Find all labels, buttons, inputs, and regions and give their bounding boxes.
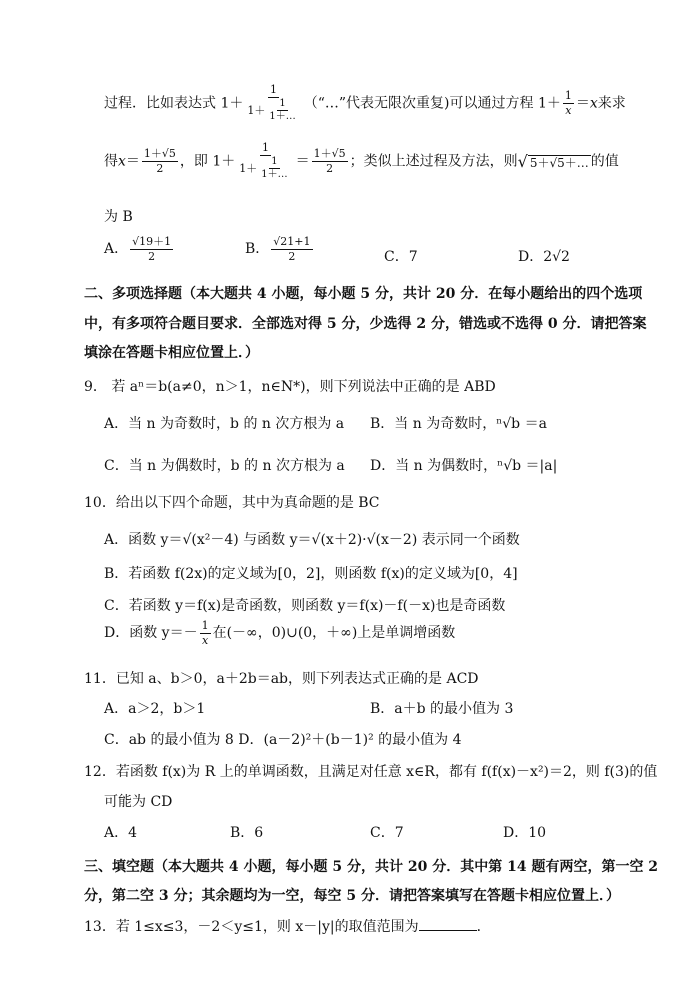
q10-stem: 10．给出以下四个命题，其中为真命题的是 BC [84,495,380,511]
q8-option-a: A． $\frac{√19+1}{2}$ [104,235,172,263]
section2-line-1: 二、多项选择题（本大题共 4 小题，每小题 5 分，共计 20 分．在每小题给出的四个选项 [84,286,643,302]
section2-line-3: 填涂在答题卡相应位置上．） [84,345,259,361]
q10-option-a: A．函数 y＝√(x²－4) 与函数 y＝√(x＋2)·√(x－2) 表示同一个函数 [104,532,520,548]
q12-stem: 12．若函数 f(x)为 R 上的单调函数，且满足对任意 x∈R，都有 f(f(x)－x²)＝2，则 f(3)的值 [84,764,658,780]
q12-option-d: D．10 [503,825,547,841]
solution-fraction-2: $\frac{1+√5}{2}$ [313,147,346,175]
q12-option-b: B．6 [230,825,264,841]
answer-blank [419,918,477,931]
continued-fraction: 1 1＋ $\frac{1}{1+\dots}$ [247,83,296,123]
q13-stem: 13．若 1≤x≤3，－2＜y≤1，则 x－|y|的取值范围为 ． [84,919,491,935]
q10-option-d: D．函数 y＝－ $\frac{1}{x}$ 在(－∞，0)∪(0，＋∞)上是单调增函数 [104,619,456,647]
q12-option-a: A．4 [104,825,138,841]
nested-radical: √ 5＋√5＋… [517,151,589,171]
q12-option-c: C．7 [370,825,404,841]
q10-option-c: C．若函数 y＝f(x)是奇函数，则函数 y＝f(x)－f(－x)也是奇函数 [104,598,506,614]
q9-option-d: D．当 n 为偶数时，ⁿ√b ＝|a| [370,458,558,474]
section3-line-1: 三、填空题（本大题共 4 小题，每小题 5 分，共计 20 分．其中第 14 题有两空，第一空 2 [84,859,659,875]
q11-option-b: B．a＋b 的最小值为 3 [370,701,514,717]
one-over-x: $\frac{1}{x}$ [564,89,572,117]
q8-option-d: D．2√2 [518,249,570,265]
q11-option-cd: C．ab 的最小值为 8 D．(a－2)²＋(b－1)² 的最小值为 4 [104,732,462,748]
q9-option-b: B．当 n 为奇数时，ⁿ√b ＝a [370,416,547,432]
intro-line-2: 得x＝ $\frac{1+√5}{2}$ ，即 1＋ 1 1＋ $\frac{1}{1+\dots}$ ＝ $\frac{1+√5}{2}$ ；类似上述过程及方法，则√ 5＋√5＋… 的值 [104,141,619,181]
section2-line-2: 中，有多项符合题目要求．全部选对得 5 分，少选得 2 分，错选或不选得 0 分．请把答案 [84,316,647,332]
continued-fraction-2: 1 1＋ $\frac{1}{1+\dots}$ [239,141,288,181]
q9-stem: 9． 若 aⁿ＝b(a≠0，n＞1，n∈N*)，则下列说法中正确的是 ABD [84,379,496,395]
section3-line-2: 分，第二空 3 分；其余题均为一空，每空 5 分．请把答案填写在答题卡相应位置上．） [84,888,620,904]
q11-stem: 11．已知 a、b＞0，a＋2b＝ab，则下列表达式正确的是 ACD [84,671,479,687]
q8-option-c: C．7 [384,249,418,265]
intro-line-3: 为 B [104,209,133,225]
q10-option-b: B．若函数 f(2x)的定义域为[0，2]，则函数 f(x)的定义域为[0，4] [104,566,518,582]
q9-option-c: C．当 n 为偶数时，b 的 n 次方根为 a [104,458,345,474]
q11-option-a: A．a＞2，b＞1 [104,701,206,717]
q12-stem-2: 可能为 CD [104,794,173,810]
q9-option-a: A．当 n 为奇数时，b 的 n 次方根为 a [104,416,345,432]
solution-fraction: $\frac{1+√5}{2}$ [143,147,176,175]
intro-line-1: 过程．比如表达式 1＋ 1 1＋ $\frac{1}{1+\dots}$ （“…”代表无限次重复)可以通过方程 1＋ $\frac{1}{x}$ ＝x来求 [104,83,626,123]
q8-option-b: B． $\frac{√21+1}{2}$ [245,235,311,263]
